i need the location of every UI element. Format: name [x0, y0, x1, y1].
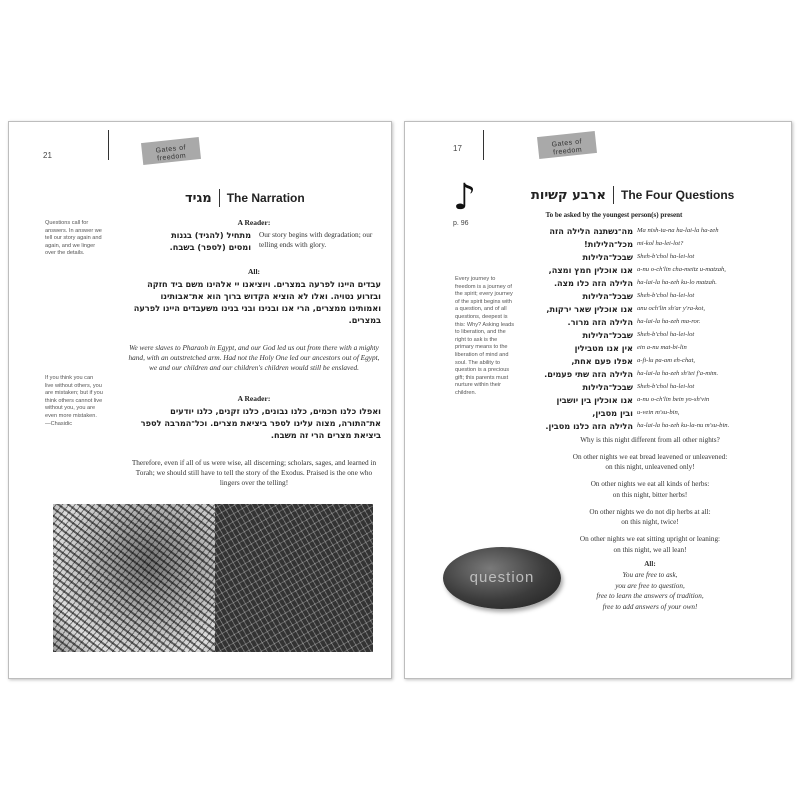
question-row [479, 291, 749, 303]
closing-line: You are free to ask, [622, 571, 678, 580]
music-page-ref: p. 96 [453, 220, 469, 227]
header-rule [483, 130, 484, 160]
all-label: All: [247, 267, 261, 276]
closing-line: you are free to question, [615, 581, 685, 590]
reader-english-2: Therefore, even if all of us were wise, all discerning; scholars, sages, and learned in Torah; we should still have to tell the story of the Exodus. Praised is the one who lingers over the telling! [131, 458, 377, 487]
sidenote-bottom: If you think you can live without others, you are mistaken; but if you think others cannot live without you, you are even more mistaken. —Chasidic [45, 375, 103, 427]
english-line: on this night, unleavened only! [605, 463, 695, 472]
english-questions [525, 435, 775, 613]
left-page [8, 121, 392, 679]
question-translit: mi-kol ha-lei-lot? [637, 240, 684, 247]
question-hebrew: שבכל־הלילות [582, 382, 633, 392]
closing-line: free to add answers of your own! [602, 603, 698, 612]
english-line: On other nights we eat bread leavened or unleavened: [572, 452, 728, 461]
reader-label-2: A Reader: [237, 394, 271, 403]
question-hebrew: אפלו פעם אחת, [571, 356, 633, 366]
question-hebrew: שבכל־הלילות [582, 330, 633, 340]
all-label: All: [644, 560, 656, 569]
title-separator [613, 186, 614, 204]
question-translit: ha-lai-la ha-zeh ku-la-nu m'su-bin. [637, 422, 730, 429]
english-line: on this night, twice! [621, 518, 679, 527]
question-hebrew: שבכל־הלילות [582, 291, 633, 301]
closing-line: free to learn the answers of tradition, [596, 592, 704, 601]
sidenote-top: Questions call for answers. In answer we tell our story again and again, and we linger over the details. [45, 220, 102, 257]
page-number: 21 [43, 151, 52, 160]
question-translit: ha-lai-la ha-zeh ma-ror. [637, 318, 701, 325]
section-tab: Gates of freedom [537, 131, 597, 159]
section-tab: Gates of freedom [141, 137, 201, 165]
question-hebrew: מה־נשתנה הלילה הזה [549, 226, 633, 236]
reader-hebrew-line-2: ומסים (לספר) בשבח. [169, 242, 251, 252]
question-translit: a-nu o-ch'lin cha-meitz u-matzah, [637, 266, 726, 273]
illustration-dark-panel [215, 504, 373, 652]
all-hebrew: עבדים היינו לפרעה במצרים. ויוציאנו יי אלהינו משם ביד חזקה ובזרוע נטויה. ואלו לא הוציא הקדוש ברוך הוא את־אבותינו ואמותינו ממצרים, הרי אנו ובנינו ובני בנינו משעבדים היינו לפרעה במצרים. [133, 279, 381, 325]
question-hebrew: שבכל־הלילות [582, 252, 633, 262]
stone-word: question [469, 569, 535, 586]
title-english: The Four Questions [621, 188, 735, 202]
question-translit: u-vein m'su-bin, [637, 409, 680, 416]
question-translit: ha-lai-la ha-zeh sh'tei f'a-mim. [637, 370, 719, 377]
question-translit: a-fi-lu pa-am eh-chat, [637, 357, 696, 364]
page-title [185, 189, 305, 207]
question-translit: Sheh-b'chol ha-lei-lot [637, 253, 695, 260]
question-translit: ha-lai-la ha-zeh ku-lo matzah. [637, 279, 717, 286]
question-hebrew: מכל־הלילות! [584, 239, 633, 249]
question-translit: a-nu o-ch'lin bein yo-sh'vin [637, 396, 710, 403]
page-title [531, 186, 734, 204]
title-english: The Narration [226, 191, 305, 205]
reader-label: A Reader: [237, 218, 271, 227]
question-hebrew: אנו אוכלין שאר ירקות, [546, 304, 633, 314]
question-hebrew: אין אנו מטבילין [574, 343, 633, 353]
question-hebrew: הלילה הזה כלו מצה. [553, 278, 633, 288]
title-separator [219, 189, 220, 207]
music-note-icon: ♪ [453, 177, 476, 218]
header-rule [108, 130, 109, 160]
question-translit: Ma nish-ta-na ha-lai-la ha-zeh [637, 227, 719, 234]
question-hebrew: הלילה הזה כלנו מסבין. [545, 421, 633, 431]
question-row [479, 395, 749, 407]
reader-hebrew-line-1: מתחיל (להגיד) בגנות [171, 230, 251, 240]
question-row [479, 330, 749, 342]
reader-english: Our story begins with degradation; our telling ends with glory. [259, 230, 373, 249]
question-hebrew: הלילה הזה מרור. [567, 317, 633, 327]
question-translit: anu och'lin sh'ar y'ra-kot, [637, 305, 705, 312]
instruction: To be asked by the youngest person(s) present [545, 211, 683, 219]
question-row [479, 356, 749, 368]
question-row [479, 369, 749, 381]
question-hebrew: ובין מסבין, [592, 408, 633, 418]
question-row [479, 408, 749, 420]
question-row [479, 382, 749, 394]
reader-hebrew-2: ואפלו כלנו חכמים, כלנו נבונים, כלנו זקנים, כלנו יודעים את־התורה, מצוה עלינו לספר ביציאת מצרים. וכל־המרבה לספר ביציאת מצרים הרי זה משבח. [140, 406, 381, 440]
english-line: On other nights we do not dip herbs at all: [589, 507, 711, 516]
reader-hebrew [127, 229, 251, 253]
question-hebrew: הלילה הזה שתי פעמים. [544, 369, 633, 379]
question-row [479, 317, 749, 329]
question-row [479, 265, 749, 277]
english-line: Why is this night different from all other nights? [580, 436, 720, 444]
title-hebrew: מגיד [185, 190, 212, 206]
right-page [404, 121, 792, 679]
question-row [479, 343, 749, 355]
question-row [479, 421, 749, 433]
question-hebrew: אנו אוכלין בין יושבין [556, 395, 633, 405]
question-translit: Sheh-b'chol ha-lei-lot [637, 292, 695, 299]
question-stone-image [443, 547, 561, 609]
question-row [479, 304, 749, 316]
question-row [479, 252, 749, 264]
question-translit: Sheh-b'chol ha-lei-lot [637, 383, 695, 390]
english-line: on this night, bitter herbs! [612, 490, 688, 499]
all-english: We were slaves to Pharaoh in Egypt, and our God led us out from there with a mighty hand, with an outstretched arm. Had not the Holy One led our ancestors out of Egypt, we and our children and our children's children would still be enslaved. [128, 343, 380, 372]
english-line: On other nights we eat sitting upright or leaning: [579, 534, 721, 543]
english-line: On other nights we eat all kinds of herbs: [590, 480, 710, 489]
question-hebrew: אנו אוכלין חמץ ומצה, [548, 265, 633, 275]
title-hebrew: ארבע קשיות [531, 187, 607, 203]
question-row [479, 278, 749, 290]
sidenote: Every journey to freedom is a journey of the spirit; every journey of the spirit begins with a question, and of all questions, deepest is this: Why? Asking leads to liberation, and the right to ask is the primary means to the liberation of mind and soul. The ability to question is a precious gift; this parents must nurture within their children. [455, 276, 515, 396]
english-line: on this night, we all lean! [613, 545, 687, 554]
question-row [479, 239, 749, 251]
page-number: 17 [453, 144, 462, 153]
question-row [479, 226, 749, 238]
question-translit: ein a-nu mat-bi-lin [637, 344, 687, 351]
question-translit: Sheh-b'chol ha-lei-lot [637, 331, 695, 338]
